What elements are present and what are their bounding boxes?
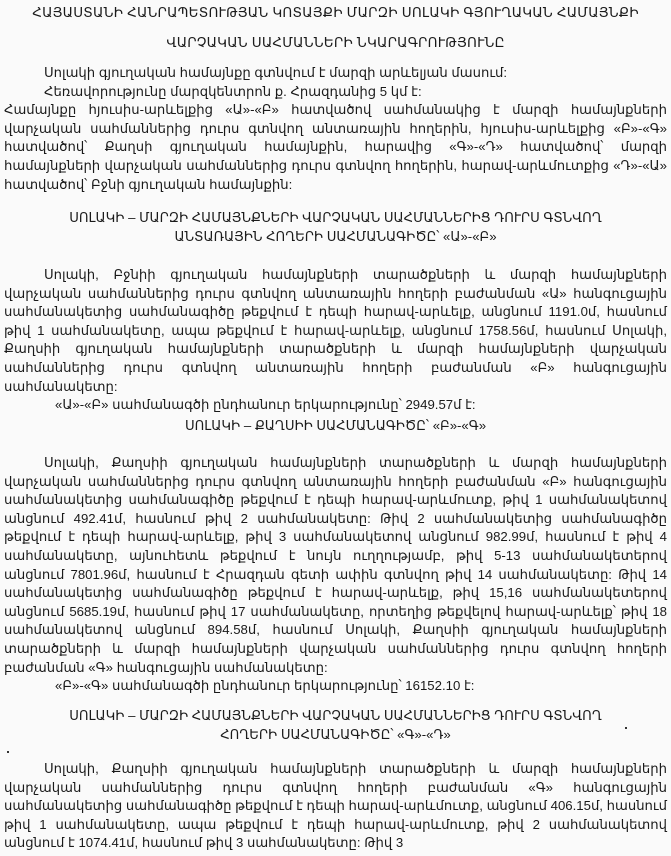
section-1-paragraph: Սոլակի, Բջնիի գյուղական համայնքների տարածքների և մարզի համայնքների վարչական սահմաններից դուրս գտնվող անտառային հողերի բաժանման «Ա» հանգուցային սահմանակետից սահմանագիծը թեքվում է դեպի հարավ-արևելք, անցնում 1191.0մ, հասնում թիվ 1 սահմանակետը, ապա թեքվում է հարավ-արևելք, անցնում 1758.56մ, հասնում Սոլակի, Քաղսիի գյուղական համայնքների տարածքների և մարզի համայնքների վարչական սահմաններից դուրս գտնվող անտառային հողերի բաժանման «Բ» հանգուցային սահմանակետը:	[4, 267, 667, 394]
section-1-body	[4, 266, 667, 415]
intro-paragraph: Համայնքը հյուսիս-արևելքից «Ա»-«Բ» հատվածով սահմանակից է մարզի համայնքների վարչական սահմաններից դուրս գտնվող անտառային հողերին, հյուսիս-արևելքից «Բ»-«Գ» հատվածով՝ Քաղսի գյուղական համայնքին, հարավից «Գ»-«Դ» հատվածով՝ մարզի համայնքների վարչական սահմաններից դուրս գտնվող հողերին, հարավ-արևմուտքից «Դ»-«Ա» հատվածով՝ Բջնի գյուղական համայնքին:	[4, 102, 667, 192]
section-2-heading: ՍՈԼԱԿԻ – ՔԱՂՍԻԻ ՍԱՀՄԱՆԱԳԻԾԸ՝ «Բ»-«Գ»	[184, 418, 487, 433]
section-1-length: «Ա»-«Բ» սահմանագծի ընդհանուր երկարությունը՝ 2949.57մ է:	[55, 397, 476, 413]
section-2-paragraph: Սոլակի, Քաղսիի գյուղական համայնքների տարածքների և մարզի համայնքների վարչական սահմաններից դուրս գտնվող անտառային հողերի բաժանման «Բ» հանգուցային սահմանակետից սահմանագիծը թեքվում է դեպի հարավ-արևմուտք, թիվ 1 սահմանակետով անցնում 492.41մ, հասնում թիվ 2 սահմանակետը: Թիվ 2 սահմանակետից սահմանագիծը թեքվում է դեպի հարավ-արևելք, թիվ 3 սահմանակետով անցնում 982.99մ, հասնում է թիվ 4 սահմանակետը, այնուհետև թեքվում է նույն ուղղությամբ, թիվ 5-13 սահմանակետերով անցնում 7801.96մ, հասնում է Հրազդան գետի ափին գտնվող թիվ 14 սահմանակետը: Թիվ 14 սահմանակետից սահմանագիծը թեքվում է հարավ-արևելք, թիվ 15,16 սահմանակետերով անցնում 5685.19մ, հասնում թիվ 17 սահմանակետը, որտեղից թեքվելով հարավ-արևելք՝ թիվ 18 սահմանակետով անցնում 894.58մ, հասնում Սոլակի, Քաղսիի գյուղական համայնքների տարածքների և մարզի համայնքների վարչական սահմաններից դուրս գտնվող հողերի բաժանման «Գ» հանգուցային սահմանակետը:	[4, 455, 667, 675]
intro-line-2: Հեռավորությունը մարզկենտրոն ք. Հրազդանից 5 կմ է:	[44, 83, 422, 99]
document-title-line2: ՎԱՐՉԱԿԱՆ ՍԱՀՄԱՆՆԵՐԻ ՆԿԱՐԱԳՐՈՒԹՅՈՒՆԸ	[166, 35, 505, 50]
section-3-heading: ՍՈԼԱԿԻ – ՄԱՐԶԻ ՀԱՄԱՅՆՔՆԵՐԻ ՎԱՐՉԱԿԱՆ ՍԱՀՄԱՆՆԵՐԻՑ ԴՈՒՐՍ ԳՏՆՎՈՂ ՀՈՂԵՐԻ ՍԱՀՄԱՆԱԳԻԾԸ՝ «Գ»-«Դ»	[69, 708, 602, 742]
section-3-body	[4, 760, 667, 853]
scan-artifact-dot	[625, 727, 627, 729]
section-3-paragraph: Սոլակի, Քաղսիի գյուղական համայնքների տարածքների և մարզի համայնքների վարչական սահմաններից դուրս գտնվող հողերի բաժանման «Գ» հանգուցային սահմանակետից սահմանագիծը թեքվում է դեպի հարավ-արևմուտք, անցնում 406.15մ, հասնում թիվ 1 սահմանակետը, ապա թեքվում է դեպի հարավ-արևմուտք, թիվ 2 սահմանակետով անցնում է 1074.41մ, հասնում թիվ 3 սահմանակետը: Թիվ 3	[4, 761, 667, 851]
intro-line-1: Սոլակի գյուղական համայնքը գտնվում է մարզի արևելյան մասում:	[44, 65, 508, 80]
scan-artifact-dot	[7, 751, 9, 753]
section-2-body	[4, 454, 667, 696]
intro-block	[4, 64, 667, 194]
document-title-line1: ՀԱՅԱՍՏԱՆԻ ՀԱՆՐԱՊԵՏՈՒԹՅԱՆ ԿՈՏԱՅՔԻ ՄԱՐԶԻ ՍՈԼԱԿԻ ԳՅՈՒՂԱԿԱՆ ՀԱՄԱՅՆՔԻ	[32, 5, 639, 20]
section-1-heading: ՍՈԼԱԿԻ – ՄԱՐԶԻ ՀԱՄԱՅՆՔՆԵՐԻ ՎԱՐՉԱԿԱՆ ՍԱՀՄԱՆՆԵՐԻՑ ԴՈՒՐՍ ԳՏՆՎՈՂ ԱՆՏԱՌԱՅԻՆ ՀՈՂԵՐԻ ՍԱՀՄԱՆԱԳԻԾԸ՝ «Ա»-«Բ»	[69, 210, 602, 244]
section-2-length: «Բ»-«Գ» սահմանագծի ընդհանուր երկարությունը՝ 16152.10 է:	[55, 678, 475, 694]
